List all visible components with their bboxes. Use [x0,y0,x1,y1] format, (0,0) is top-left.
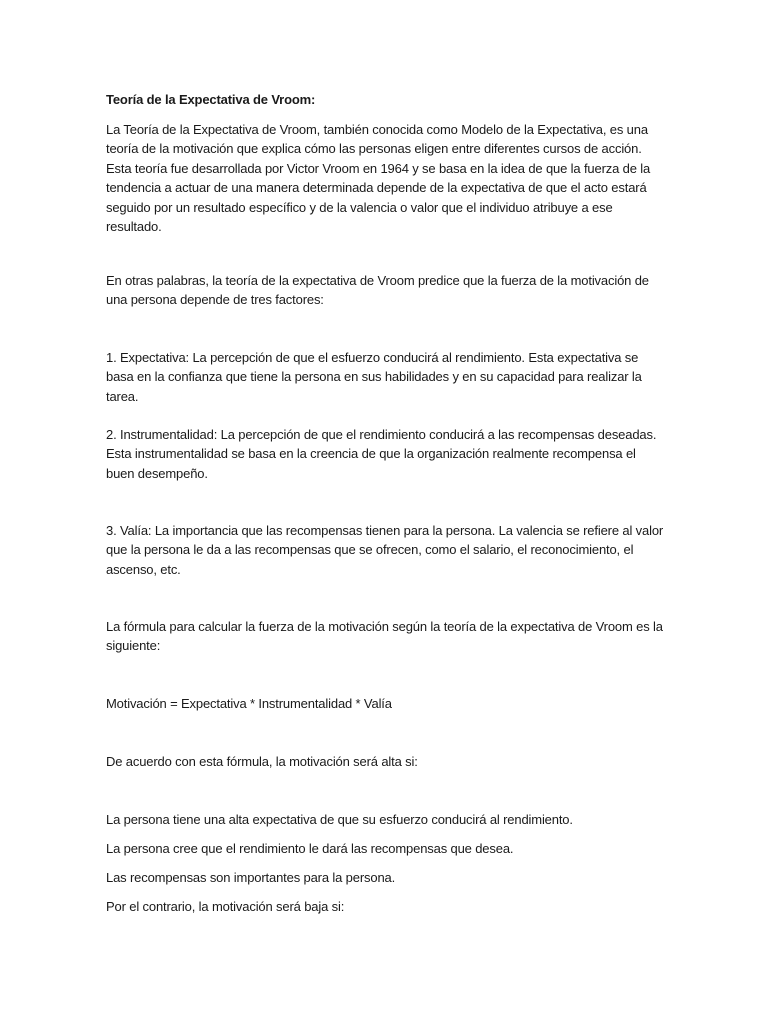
paragraph-factor-valia: 3. Valía: La importancia que las recompensas tienen para la persona. La valencia se refiere al valor que la persona le da a las recompensas que se ofrecen, como el salario, el reconocimiento, el ascenso, etc. [106,523,664,577]
paragraph-intro: La Teoría de la Expectativa de Vroom, también conocida como Modelo de la Expectativa, es una teoría de la motivación que explica cómo las personas eligen entre diferentes cursos de acción. Esta teoría fue desarrollada por Victor Vroom en 1964 y se basa en la idea de que la fuerza de la tendencia a actuar de una manera determinada depende de la expectativa de que el acto estará seguido por un resultado específico y de la valencia o valor que el individuo atribuye a ese resultado. [106,122,651,235]
condition-line-high-3: Las recompensas son importantes para la persona. [106,870,396,885]
paragraph-factor-expectativa: 1. Expectativa: La percepción de que el esfuerzo conducirá al rendimiento. Esta expectativa se basa en la confianza que tiene la persona en sus habilidades y en su capacidad para realizar la tarea. [106,350,642,404]
paragraph-high-intro: De acuerdo con esta fórmula, la motivación será alta si: [106,754,418,769]
formula-line: Motivación = Expectativa * Instrumentalidad * Valía [106,696,392,711]
condition-line-high-1: La persona tiene una alta expectativa de que su esfuerzo conducirá al rendimiento. [106,812,573,827]
condition-line-high-2: La persona cree que el rendimiento le dará las recompensas que desea. [106,841,514,856]
paragraph-factor-instrumentalidad: 2. Instrumentalidad: La percepción de que el rendimiento conducirá a las recompensas deseadas. Esta instrumentalidad se basa en la creencia de que la organización realmente recompensa el buen desempeño. [106,427,657,481]
paragraph-low-intro: Por el contrario, la motivación será baja si: [106,899,345,914]
paragraph-formula-intro: La fórmula para calcular la fuerza de la motivación según la teoría de la expectativa de Vroom es la siguiente: [106,619,663,654]
paragraph-summary: En otras palabras, la teoría de la expectativa de Vroom predice que la fuerza de la motivación de una persona depende de tres factores: [106,273,649,308]
document-title: Teoría de la Expectativa de Vroom: [106,92,316,107]
